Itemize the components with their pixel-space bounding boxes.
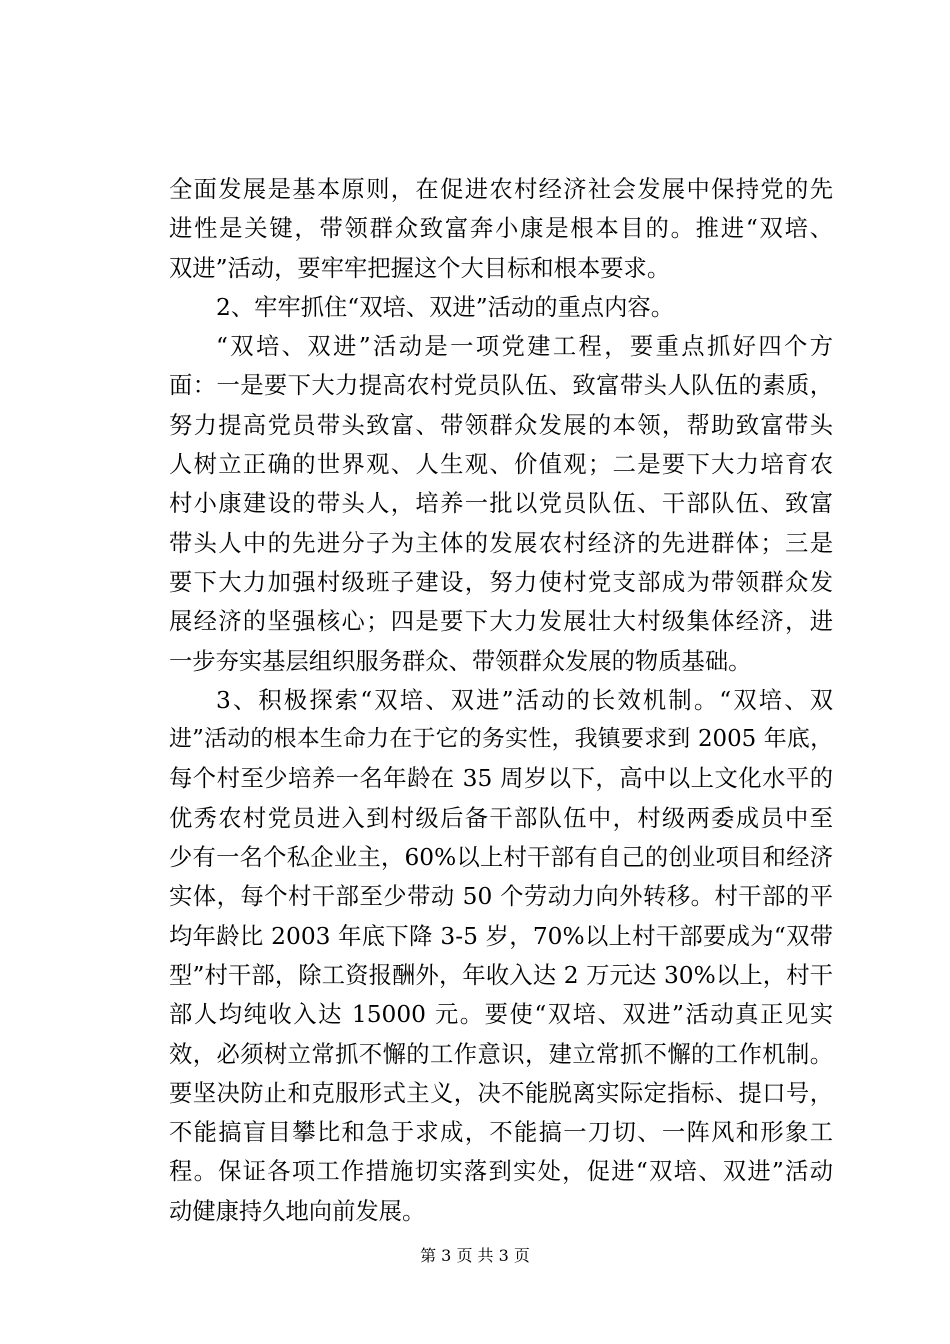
text-line: 全面发展是基本原则，在促进农村经济社会发展中保持党的先: [169, 176, 833, 203]
text-line: 程。保证各项工作措施切实落到实处，促进“双培、双进”活动: [169, 1158, 833, 1186]
text-line: 要坚决防止和克服形式主义，决不能脱离实际定指标、提口号，: [169, 1079, 833, 1107]
text-line: 村小康建设的带头人，培养一批以党员队伍、干部队伍、致富: [169, 490, 833, 518]
text-line: 一步夯实基层组织服务群众、带领群众发展的物质基础。: [169, 647, 752, 675]
text-line: 带头人中的先进分子为主体的发展农村经济的先进群体；三是: [169, 529, 833, 557]
text-line: 人树立正确的世界观、人生观、价值观；二是要下大力培育农: [169, 451, 833, 479]
text-line: 均年龄比 2003 年底下降 3-5 岁，70%以上村干部要成为“双带: [169, 922, 833, 950]
text-line: 不能搞盲目攀比和急于求成，不能搞一刀切、一阵风和形象工: [169, 1119, 833, 1147]
text-line: 优秀农村党员进入到村级后备干部队伍中，村级两委成员中至: [169, 804, 833, 832]
text-line: 效，必须树立常抓不懈的工作意识，建立常抓不懈的工作机制。: [169, 1040, 833, 1068]
page-number-footer: 第 3 页 共 3 页: [420, 1246, 530, 1265]
text-line: 努力提高党员带头致富、带领群众发展的本领，帮助致富带头: [169, 411, 833, 439]
text-line: 部人均纯收入达 15000 元。要使“双培、双进”活动真正见实: [169, 1001, 833, 1029]
text-line: 少有一名个私企业主，60%以上村干部有自己的创业项目和经济: [169, 844, 833, 872]
text-line: “双培、双进”活动是一项党建工程，要重点抓好四个方: [216, 333, 833, 361]
text-line: 每个村至少培养一名年龄在 35 周岁以下，高中以上文化水平的: [169, 765, 833, 793]
section-heading: 3、积极探索“双培、双进”活动的长效机制。“双培、双: [216, 686, 833, 714]
text-line: 进”活动的根本生命力在于它的务实性，我镇要求到 2005 年底，: [169, 726, 833, 753]
body-text: [169, 170, 833, 1231]
section-heading: 2、牢牢抓住“双培、双进”活动的重点内容。: [216, 293, 674, 321]
text-line: 型”村干部，除工资报酬外，年收入达 2 万元达 30%以上，村干: [169, 961, 833, 989]
text-line: 动健康持久地向前发展。: [169, 1197, 426, 1225]
text-line: 双进”活动，要牢牢把握这个大目标和根本要求。: [169, 254, 671, 282]
text-line: 实体，每个村干部至少带动 50 个劳动力向外转移。村干部的平: [169, 883, 833, 911]
text-line: 要下大力加强村级班子建设，努力使村党支部成为带领群众发: [169, 568, 833, 596]
text-line: 展经济的坚强核心；四是要下大力发展壮大村级集体经济，进: [169, 608, 833, 636]
text-line: 面：一是要下大力提高农村党员队伍、致富带头人队伍的素质，: [169, 372, 833, 400]
text-line: 进性是关键，带领群众致富奔小康是根本目的。推进“双培、: [169, 215, 833, 243]
